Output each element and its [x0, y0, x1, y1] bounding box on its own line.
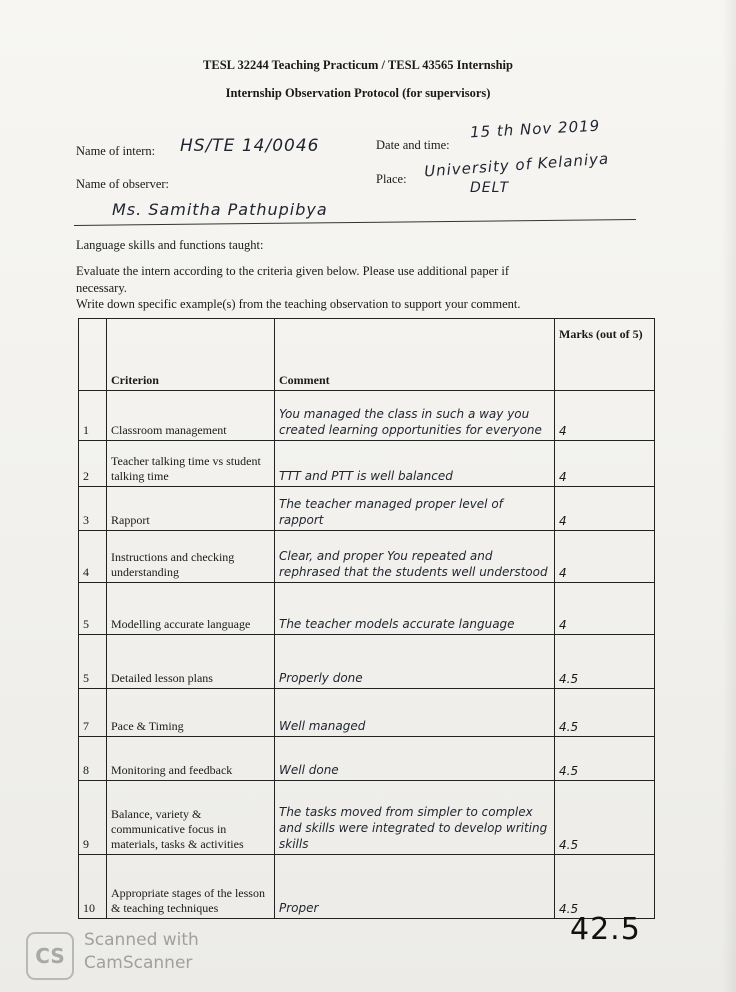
- row-mark: 4.5: [555, 635, 655, 689]
- header-number: [79, 319, 107, 391]
- header-marks: Marks (out of 5): [555, 319, 655, 391]
- row-comment: Well managed: [275, 689, 555, 737]
- table-row: [79, 391, 655, 441]
- header-criterion: Criterion: [107, 319, 275, 391]
- document-title: TESL 32244 Teaching Practicum / TESL 43565 Internship: [203, 58, 513, 72]
- row-mark: 4.5: [555, 781, 655, 855]
- row-comment: Proper: [275, 855, 555, 919]
- row-comment: You managed the class in such a way you created learning opportunities for everyone: [275, 391, 555, 441]
- row-number: 10: [79, 855, 107, 919]
- place-value: University of Kelaniya: [423, 149, 610, 181]
- table-row: [79, 737, 655, 781]
- row-number: 8: [79, 737, 107, 781]
- evaluate-instruction: Evaluate the intern according to the criteria given below. Please use additional paper if: [76, 264, 510, 278]
- table-row: [79, 487, 655, 531]
- row-number: 5: [79, 635, 107, 689]
- row-criterion: Instructions and checking understanding: [107, 531, 275, 583]
- row-mark: 4: [555, 391, 655, 441]
- row-comment: The tasks moved from simpler to complex and skills were integrated to develop writing skills: [275, 781, 555, 855]
- row-criterion: Teacher talking time vs student talking time: [107, 441, 275, 487]
- row-criterion: Detailed lesson plans: [107, 635, 275, 689]
- row-comment: The teacher managed proper level of rapport: [275, 487, 555, 531]
- watermark-line2: CamScanner: [84, 953, 193, 973]
- row-mark: 4.5: [555, 737, 655, 781]
- skills-label: Language skills and functions taught:: [76, 238, 264, 252]
- row-criterion: Modelling accurate language: [107, 583, 275, 635]
- watermark-line1: Scanned with: [84, 930, 199, 950]
- row-mark: 4: [555, 583, 655, 635]
- document-subtitle: Internship Observation Protocol (for supervisors): [225, 86, 491, 100]
- date-value: 15 th Nov 2019: [469, 116, 601, 142]
- header-comment: Comment: [275, 319, 555, 391]
- row-comment: Well done: [275, 737, 555, 781]
- table-row: [79, 441, 655, 487]
- row-criterion: Monitoring and feedback: [107, 737, 275, 781]
- row-criterion: Rapport: [107, 487, 275, 531]
- table-row: [79, 531, 655, 583]
- date-label: Date and time:: [376, 138, 450, 152]
- row-number: 1: [79, 391, 107, 441]
- intern-label: Name of intern:: [76, 144, 156, 158]
- row-criterion: Classroom management: [107, 391, 275, 441]
- row-mark: 4.5: [555, 855, 655, 919]
- observation-table: [78, 318, 655, 919]
- row-number: 2: [79, 441, 107, 487]
- intern-value: HS/TE 14/0046: [180, 136, 320, 156]
- row-comment: Properly done: [275, 635, 555, 689]
- total-score: 42.5: [570, 912, 641, 947]
- row-comment: TTT and PTT is well balanced: [275, 441, 555, 487]
- table-row: [79, 781, 655, 855]
- row-criterion: Pace & Timing: [107, 689, 275, 737]
- row-criterion: Balance, variety & communicative focus in materials, tasks & activities: [107, 781, 275, 855]
- table-row: [79, 635, 655, 689]
- observer-label: Name of observer:: [76, 177, 170, 191]
- row-comment: The teacher models accurate language: [275, 583, 555, 635]
- row-mark: 4: [555, 441, 655, 487]
- table-row: [79, 689, 655, 737]
- row-comment: Clear, and proper You repeated and rephrased that the students well understood: [275, 531, 555, 583]
- examples-instruction: Write down specific example(s) from the teaching observation to support your comment.: [76, 297, 521, 311]
- place-value-dept: DELT: [470, 180, 510, 196]
- row-number: 3: [79, 487, 107, 531]
- row-mark: 4: [555, 487, 655, 531]
- row-number: 9: [79, 781, 107, 855]
- row-criterion: Appropriate stages of the lesson & teaching techniques: [107, 855, 275, 919]
- row-mark: 4: [555, 531, 655, 583]
- table-header-row: [79, 319, 655, 391]
- evaluate-instruction-cont: necessary.: [76, 281, 127, 295]
- observer-value: Ms. Samitha Pathupibya: [112, 200, 328, 219]
- row-number: 4: [79, 531, 107, 583]
- row-number: 7: [79, 689, 107, 737]
- observer-underline: [74, 219, 636, 226]
- camscanner-logo-icon: CS: [26, 932, 74, 980]
- row-number: 5: [79, 583, 107, 635]
- place-label: Place:: [376, 172, 407, 186]
- page-edge-shadow: [722, 0, 736, 992]
- row-mark: 4.5: [555, 689, 655, 737]
- table-row: [79, 855, 655, 919]
- table-row: [79, 583, 655, 635]
